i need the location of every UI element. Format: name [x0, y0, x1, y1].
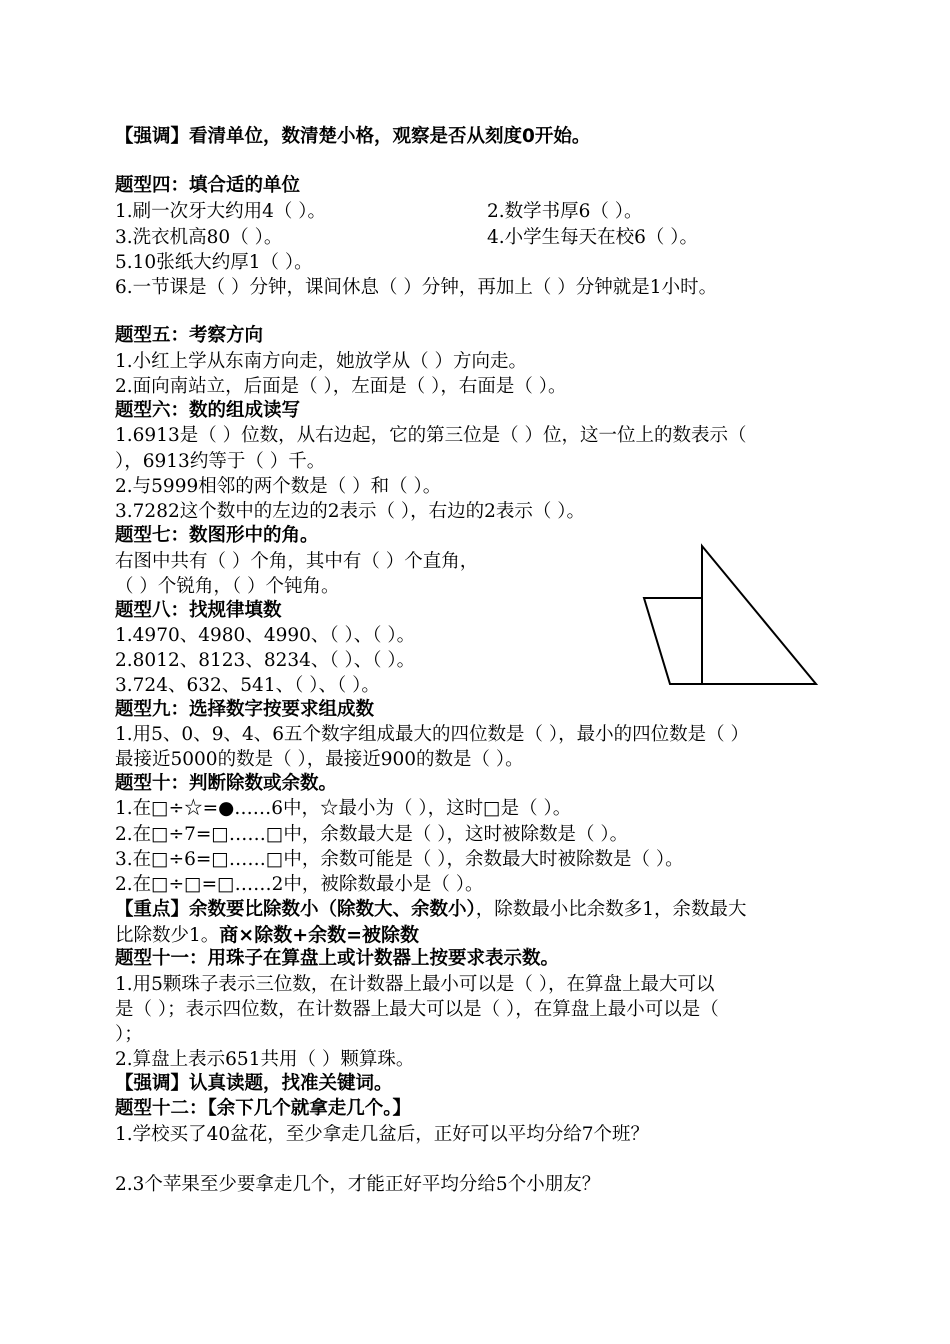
s5-q2: 2.面向南站立，后面是（ ），左面是（ ），右面是（ ）。: [115, 376, 567, 397]
s4-q1: 1.刷一次牙大约用4（ ）。: [115, 201, 327, 222]
s6-q1-line1: 1.6913是（ ）位数，从右边起，它的第三位是（ ）位，这一位上的数表示（: [115, 425, 747, 446]
trapezoid-shape: [644, 598, 702, 684]
s4-q6: 6.一节课是（ ）分钟，课间休息（ ）分钟，再加上（ ）分钟就是1小时。: [115, 277, 718, 298]
s8-q3: 3.724、632、541、（ ）、（ ）。: [115, 675, 380, 696]
emphasis-units: 【强调】看清单位，数清楚小格，观察是否从刻度0开始。: [115, 126, 591, 147]
s5-q1: 1.小红上学从东南方向走，她放学从（ ）方向走。: [115, 351, 528, 372]
s9-q1-line2: 最接近5000的数是（ ），最接近900的数是（ ）。: [115, 749, 524, 770]
section-10-title: 题型十：判断除数或余数。: [115, 773, 338, 794]
s4-q2: 2.数学书厚6（ ）。: [487, 201, 643, 222]
s8-q1: 1.4970、4980、4990、（ ）、（ ）。: [115, 625, 416, 646]
section-5-title: 题型五：考察方向: [115, 325, 264, 346]
s12-q2: 2.3个苹果至少要拿走几个，才能正好平均分给5个小朋友？: [115, 1174, 601, 1195]
section-9-title: 题型九：选择数字按要求组成数: [115, 699, 375, 720]
s4-q4: 4.小学生每天在校6（ ）。: [487, 227, 699, 248]
key-point-rest: ，除数最小比余数多1，余数最大: [475, 899, 747, 920]
s6-q2: 2.与5999相邻的两个数是（ ）和（ ）。: [115, 476, 442, 497]
s11-q1-line1: 1.用5颗珠子表示三位数，在计数器上最小可以是（ ），在算盘上最大可以: [115, 974, 715, 995]
angle-figure: [640, 540, 830, 690]
right-triangle-shape: [702, 546, 816, 684]
section-6-title: 题型六：数的组成读写: [115, 400, 301, 421]
s10-q2: 2.在□÷7=□……□中，余数最大是（ ），这时被除数是（ ）。: [115, 824, 629, 845]
s11-q2: 2.算盘上表示651共用（ ）颗算珠。: [115, 1049, 415, 1070]
section-4-title: 题型四：填合适的单位: [115, 175, 301, 196]
key-point-line1: [115, 897, 747, 923]
section-11-title: 题型十一：用珠子在算盘上或计数器上按要求表示数。: [115, 948, 560, 969]
s10-q1: 1.在□÷☆=●……6中，☆最小为（ ），这时□是（ ）。: [115, 798, 572, 819]
s10-q3: 3.在□÷6=□……□中，余数可能是（ ），余数最大时被除数是（ ）。: [115, 849, 684, 870]
key-point-label: 【重点】: [115, 899, 190, 920]
s4-q3: 3.洗衣机高80（ ）。: [115, 227, 283, 248]
emphasis-keywords: 【强调】认真读题，找准关键词。: [115, 1073, 393, 1094]
key-point-formula: 商×除数+余数=被除数: [219, 924, 420, 946]
s7-q1-line1: 右图中共有（ ）个角，其中有（ ）个直角，: [115, 551, 479, 572]
key-point-line2-text: 比除数少1。: [115, 925, 220, 946]
s10-q4: 2.在□÷□=□……2中，被除数最小是（ ）。: [115, 874, 484, 895]
section-8-title: 题型八：找规律填数: [115, 600, 282, 621]
s9-q1-line1: 1.用5、0、9、4、6五个数字组成最大的四位数是（ ），最小的四位数是（ ）: [115, 724, 750, 745]
s12-q1: 1.学校买了40盆花，至少拿走几盆后，正好可以平均分给7个班？: [115, 1124, 649, 1145]
s4-q5: 5.10张纸大约厚1（ ）。: [115, 252, 313, 273]
section-12-title: 题型十二：【余下几个就拿走几个。】: [115, 1098, 412, 1119]
s6-q3: 3.7282这个数中的左边的2表示（ ），右边的2表示（ ）。: [115, 501, 586, 522]
key-point-bold: 余数要比除数小（除数大、余数小）: [189, 899, 476, 920]
s11-q1-line3: ）；: [115, 1024, 143, 1045]
s7-q1-line2: （ ）个锐角，（ ）个钝角。: [115, 576, 340, 597]
s11-q1-line2: 是（ ）；表示四位数，在计数器上最大可以是（ ），在算盘上最小可以是（: [115, 999, 719, 1020]
s8-q2: 2.8012、8123、8234、（ ）、（ ）。: [115, 650, 416, 671]
s6-q1-line2: ），6913约等于（ ）千。: [115, 451, 326, 472]
key-point-line2: [115, 922, 419, 949]
section-7-title: 题型七：数图形中的角。: [115, 525, 319, 546]
